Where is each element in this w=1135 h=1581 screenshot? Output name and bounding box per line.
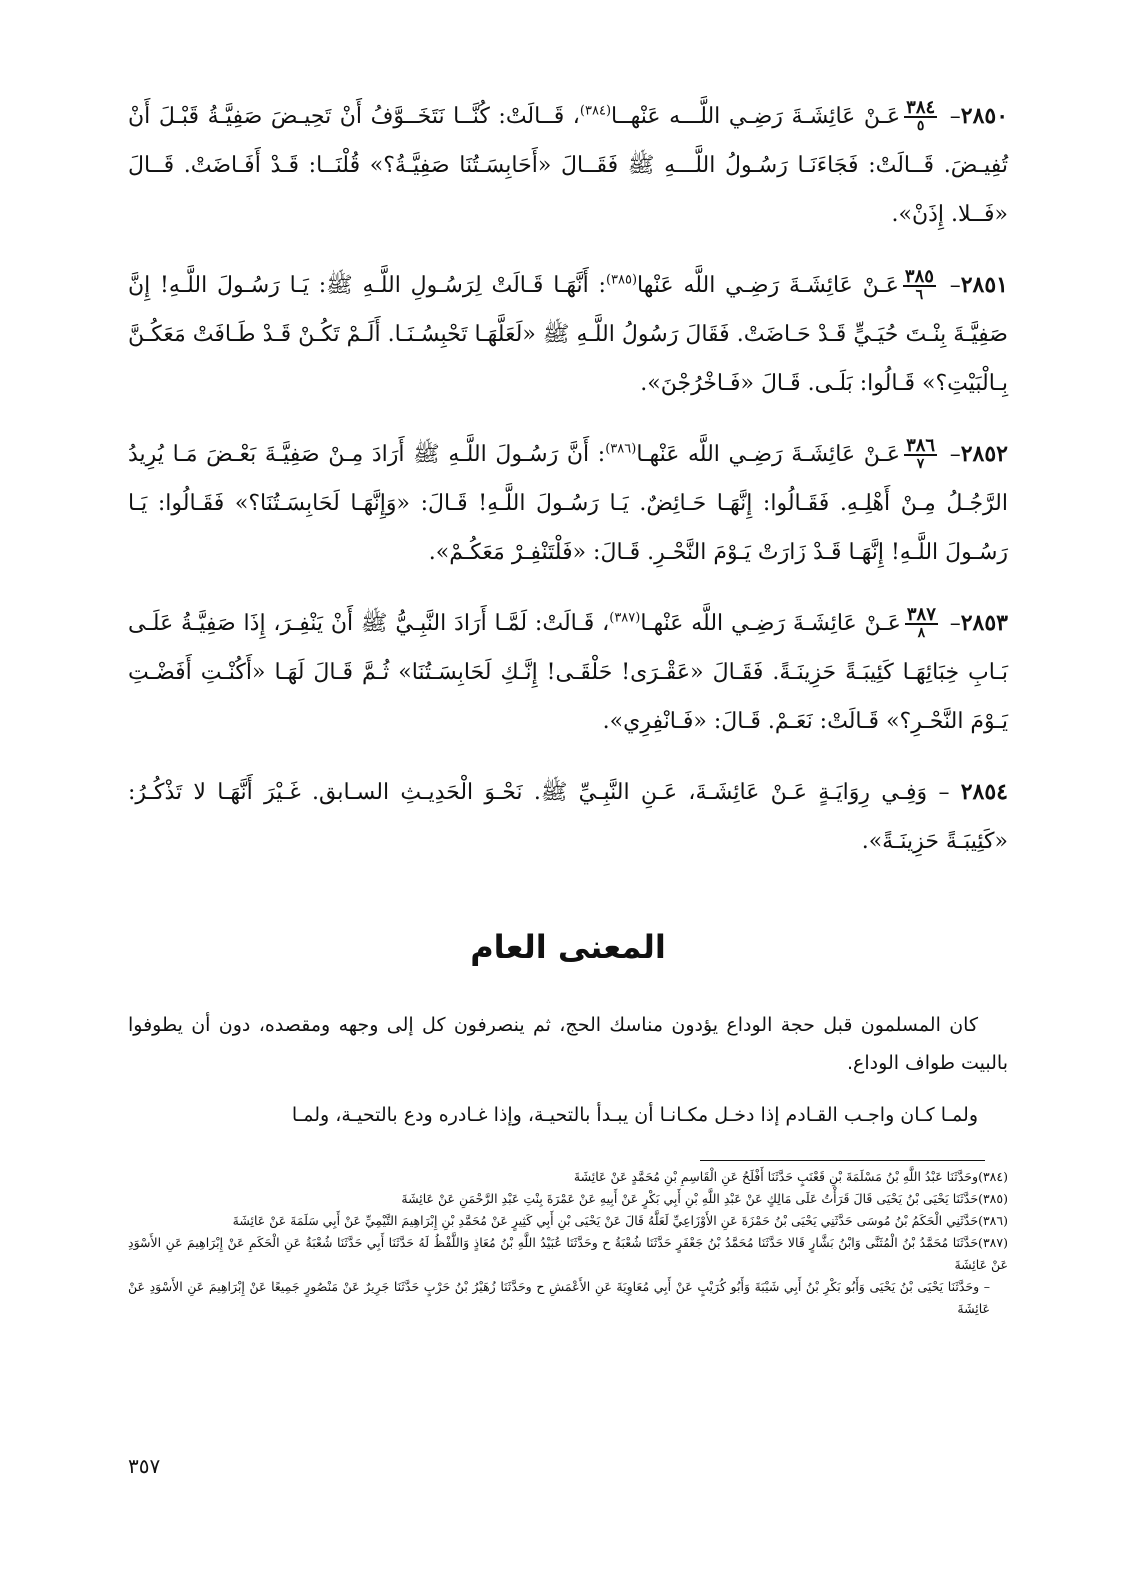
fraction-bottom: ٧ xyxy=(916,456,925,472)
fraction-bottom: ٨ xyxy=(917,625,926,641)
footnote-ref: (٣٨٥) xyxy=(605,272,638,288)
fraction-top: ٣٨٦ xyxy=(906,435,936,456)
footnote-385: (٣٨٥)حَدَّثَنَا يَحْيَى بْنُ يَحْيَى قَالَ قَرَأْتُ عَلَى مَالِكٍ عَنْ عَبْدِ اللَّهِ بْنِ أَبِي بَكْرٍ عَنْ أَبِيهِ عَنْ عَمْرَةَ بِنْتِ عَبْدِ الرَّحْمَنِ عَنْ عَائِشَةَ xyxy=(401,1191,1008,1206)
commentary-paragraph: ولمـا كـان واجـب القـادم إذا دخـل مكـانـا أن يبـدأ بالتحيـة، وإذا غـادره ودع بالتحيـة، ولمـا xyxy=(291,1104,978,1126)
hadith-text: ، قَـالَتْ: لَمَّـا أَرَادَ النَّبِـيُّ ﷺ أَنْ يَنْفِـرَ، إِذَا صَفِيَّـةُ عَلَـى بَـابِ خِبَائِهَـا كَئِيبَـةً حَزِينَـةً. فَقَـالَ «عَقْـرَى! حَلْقَـى! إِنَّـكِ لَحَابِسَـتُنَا» ثُـمَّ قَـالَ لَهَـا «أَكُنْـتِ أَفَضْـتِ يَـوْمَ النَّحْـرِ؟» قَـالَتْ: نَعَـمْ. قَـالَ: «فَـانْفِرِي». xyxy=(128,611,1008,734)
hadith-number: ٢٨٥٢ xyxy=(960,441,1008,467)
hadith-text: ، قَــالَتْ: كُنَّــا نَتَخَــوَّفُ أَنْ تَحِيـضَ صَفِيَّـةُ قَبْـلَ أَنْ تُفِيـضَ. قَــالَتْ: فَجَاءَنَـا رَسُـولُ اللَّـــهِ ﷺ فَقَــالَ «أَحَابِسَـتُنَا صَفِيَّـةُ؟» قُلْنَــا: قَـدْ أَفَـاضَتْ. قَــالَ «فَــلا. إِذَنْ». xyxy=(128,104,1008,227)
footnotes xyxy=(128,1166,1008,1320)
fraction-top: ٣٨٧ xyxy=(906,604,936,625)
hadith-2851: ٢٨٥١– $\frac{٣٨٥}{٦}$ عَـنْ عَائِشَـةَ رَضِـي اللَّه عَنْها$^{(٣٨٥)}$: أَنَّهَـا قَـالَتْ لِرَسُـولِ اللَّـهِ ﷺ: يَـا رَسُـولَ اللَّـهِ! إِنَّ صَفِيَّـةَ بِنْـتَ حُيَـيٍّ قَـدْ حَـاضَتْ. فَقَالَ رَسُولُ اللَّـهِ ﷺ «لَعَلَّهَـا تَحْبِسُـنَـا. أَلَـمْ تَكُـنْ قَـدْ طَـافَتْ مَعَكُـنَّ بِـالْبَيْتِ؟» قَـالُوا: بَلَـى. قَـالَ «فَـاخْرُجْنَ». xyxy=(128,266,1008,396)
footnote-ref: (٣٨٧) xyxy=(609,610,641,626)
hadith-fraction xyxy=(904,97,937,134)
footnote-387: (٣٨٧)حَدَّثَنَا مُحَمَّدُ بْنُ الْمُثَنَّى وَابْنُ بَشَّارٍ قَالا حَدَّثَنَا مُحَمَّدُ بْنُ جَعْفَرٍ حَدَّثَنَا شُعْبَةُ ح وحَدَّثَنَا عُبَيْدُ اللَّهِ بْنُ مُعَاذٍ وَاللَّفْظُ لَهُ حَدَّثَنَا أَبِي حَدَّثَنَا شُعْبَةُ عَنِ الْحَكَمِ عَنْ إِبْرَاهِيمَ عَنِ الأَسْوَدِ عَنْ عَائِشَةَ xyxy=(128,1235,1008,1272)
footnote-386: (٣٨٦)حَدَّثَنِي الْحَكَمُ بْنُ مُوسَى حَدَّثَنِي يَحْيَى بْنُ حَمْزَةَ عَنِ الأَوْزَاعِيِّ لَعَلَّهُ قَالَ عَنْ يَحْيَى بْنِ أَبِي كَثِيرٍ عَنْ مُحَمَّدِ بْنِ إِبْرَاهِيمَ التَّيْمِيِّ عَنْ أَبِي سَلَمَةَ عَنْ عَائِشَةَ xyxy=(232,1213,1008,1228)
hadith-2850: ٢٨٥٠– $\frac{٣٨٤}{٥}$ عَـنْ عَائِشَـةَ رَضِـي اللَّـــه عَنْهــا$^{(٣٨٤)}$، قَــالَتْ: كُنَّــا نَتَخَــوَّفُ أَنْ تَحِيـضَ صَفِيَّـةُ قَبْـلَ أَنْ تُفِيـضَ. قَــالَتْ: فَجَاءَنَـا رَسُـولُ اللَّـــهِ ﷺ فَقَــالَ «أَحَابِسَـتُنَا صَفِيَّـةُ؟» قُلْنَــا: قَـدْ أَفَـاضَتْ. قَــالَ «فَــلا. إِذَنْ». xyxy=(128,97,1009,227)
hadith-number: ٢٨٥٤ xyxy=(960,779,1008,805)
fraction-top: ٣٨٤ xyxy=(906,97,936,118)
footnote-divider xyxy=(700,1160,985,1161)
commentary-body xyxy=(128,1006,1008,1148)
hadith-number: ٢٨٥٣ xyxy=(960,610,1008,636)
commentary-paragraph: كان المسلمون قبل حجة الوداع يؤدون مناسك الحج، ثم ينصرفون كل إلى وجهه ومقصده، دون أن يطوفوا بالبيت طواف الوداع. xyxy=(128,1014,1008,1074)
hadith-text: : أَنَّ رَسُـولَ اللَّـهِ ﷺ أَرَادَ مِـنْ صَفِيَّـةَ بَعْـضَ مَـا يُرِيدُ الرَّجُـلُ مِـنْ أَهْلِـهِ. فَقَـالُوا: إِنَّهَـا حَـائِضٌ. يَـا رَسُـولَ اللَّـهِ! قَـالَ: «وَإِنَّهَـا لَحَابِسَـتُنَا؟» فَقَـالُوا: يَـا رَسُـولَ اللَّـهِ! إِنَّهَـا قَـدْ زَارَتْ يَـوْمَ النَّحْـرِ. قَـالَ: «فَلْتَنْفِـرْ مَعَكُـمْ». xyxy=(128,442,1008,565)
hadith-list xyxy=(128,92,1008,888)
hadith-narrator: عَـنْ عَائِشَـةَ رَضِـي اللَّه عَنْها xyxy=(637,273,899,298)
hadith-fraction xyxy=(905,604,938,641)
fraction-bottom: ٦ xyxy=(915,287,924,303)
footnote-ref: (٣٨٤) xyxy=(579,103,612,119)
hadith-2854 xyxy=(128,768,1008,866)
hadith-number: ٢٨٥١ xyxy=(960,272,1008,298)
footnote-ref: (٣٨٦) xyxy=(605,441,637,457)
section-title: المعنى العام xyxy=(470,928,666,966)
hadith-text: : أَنَّهَـا قَـالَتْ لِرَسُـولِ اللَّـهِ ﷺ: يَـا رَسُـولَ اللَّـهِ! إِنَّ صَفِيَّـةَ بِنْـتَ حُيَـيٍّ قَـدْ حَـاضَتْ. فَقَالَ رَسُولُ اللَّـهِ ﷺ «لَعَلَّهَـا تَحْبِسُـنَـا. أَلَـمْ تَكُـنْ قَـدْ طَـافَتْ مَعَكُـنَّ بِـالْبَيْتِ؟» قَـالُوا: بَلَـى. قَـالَ «فَـاخْرُجْنَ». xyxy=(128,273,1008,396)
hadith-fraction xyxy=(903,266,936,303)
hadith-2853: ٢٨٥٣– $\frac{٣٨٧}{٨}$ عَـنْ عَائِشَـةَ رَضِـي اللَّه عَنْهـا$^{(٣٨٧)}$، قَـالَتْ: لَمَّـا أَرَادَ النَّبِـيُّ ﷺ أَنْ يَنْفِـرَ، إِذَا صَفِيَّـةُ عَلَـى بَـابِ خِبَائِهَـا كَئِيبَـةً حَزِينَـةً. فَقَـالَ «عَقْـرَى! حَلْقَـى! إِنَّـكِ لَحَابِسَـتُنَا» ثُـمَّ قَـالَ لَهَـا «أَكُنْـتِ أَفَضْـتِ يَـوْمَ النَّحْـرِ؟» قَـالَتْ: نَعَـمْ. قَـالَ: «فَـانْفِرِي». xyxy=(128,604,1008,734)
footnote-384: (٣٨٤)وحَدَّثَنَا عَبْدُ اللَّهِ بْنُ مَسْلَمَةَ بْنِ قَعْنَبٍ حَدَّثَنَا أَفْلَحُ عَنِ الْقَاسِمِ بْنِ مُحَمَّدٍ عَنْ عَائِشَةَ xyxy=(573,1169,1008,1184)
hadith-number: ٢٨٥٠ xyxy=(960,103,1009,129)
hadith-text: – وَفِـي رِوَايَـةٍ عَـنْ عَائِشَـةَ، عَـنِ النَّبِـيِّ ﷺ. نَحْـوَ الْحَدِيـثِ السـابق. غَـيْرَ أَنَّهَـا لا تَذْكُـرُ: «كَئِيبَـةً حَزِينَـةً». xyxy=(128,780,1008,854)
fraction-top: ٣٨٥ xyxy=(904,266,934,287)
hadith-fraction xyxy=(904,435,937,472)
hadith-2852: ٢٨٥٢– $\frac{٣٨٦}{٧}$ عَـنْ عَائِشَـةَ رَضِـي اللَّه عَنْهـا$^{(٣٨٦)}$: أَنَّ رَسُـولَ اللَّـهِ ﷺ أَرَادَ مِـنْ صَفِيَّـةَ بَعْـضَ مَـا يُرِيدُ الرَّجُـلُ مِـنْ أَهْلِـهِ. فَقَـالُوا: إِنَّهَـا حَـائِضٌ. يَـا رَسُـولَ اللَّـهِ! قَـالَ: «وَإِنَّهَـا لَحَابِسَـتُنَا؟» فَقَـالُوا: يَـا رَسُـولَ اللَّـهِ! إِنَّهَـا قَـدْ زَارَتْ يَـوْمَ النَّحْـرِ. قَـالَ: «فَلْتَنْفِـرْ مَعَكُـمْ». xyxy=(128,435,1008,565)
page-number: ٣٥٧ xyxy=(128,1454,161,1478)
fraction-bottom: ٥ xyxy=(916,118,925,134)
hadith-narrator: عَـنْ عَائِشَـةَ رَضِـي اللَّه عَنْهـا xyxy=(636,442,901,467)
hadith-narrator: عَـنْ عَائِشَـةَ رَضِـي اللَّه عَنْهـا xyxy=(640,611,901,636)
footnote-387-continuation: – وحَدَّثَنَا يَحْيَى بْنُ يَحْيَى وَأَبُو بَكْرِ بْنُ أَبِي شَيْبَةَ وَأَبُو كُرَيْبٍ عَنْ أَبِي مُعَاوِيَةَ عَنِ الأَعْمَشِ ح وحَدَّثَنَا زُهَيْرُ بْنُ حَرْبٍ حَدَّثَنَا جَرِيرٌ عَنْ مَنْصُورٍ جَمِيعًا عَنْ إِبْرَاهِيمَ عَنِ الأَسْوَدِ عَنْ عَائِشَةَ xyxy=(128,1279,990,1316)
hadith-narrator: عَـنْ عَائِشَـةَ رَضِـي اللَّـــه عَنْهــا xyxy=(611,104,901,129)
